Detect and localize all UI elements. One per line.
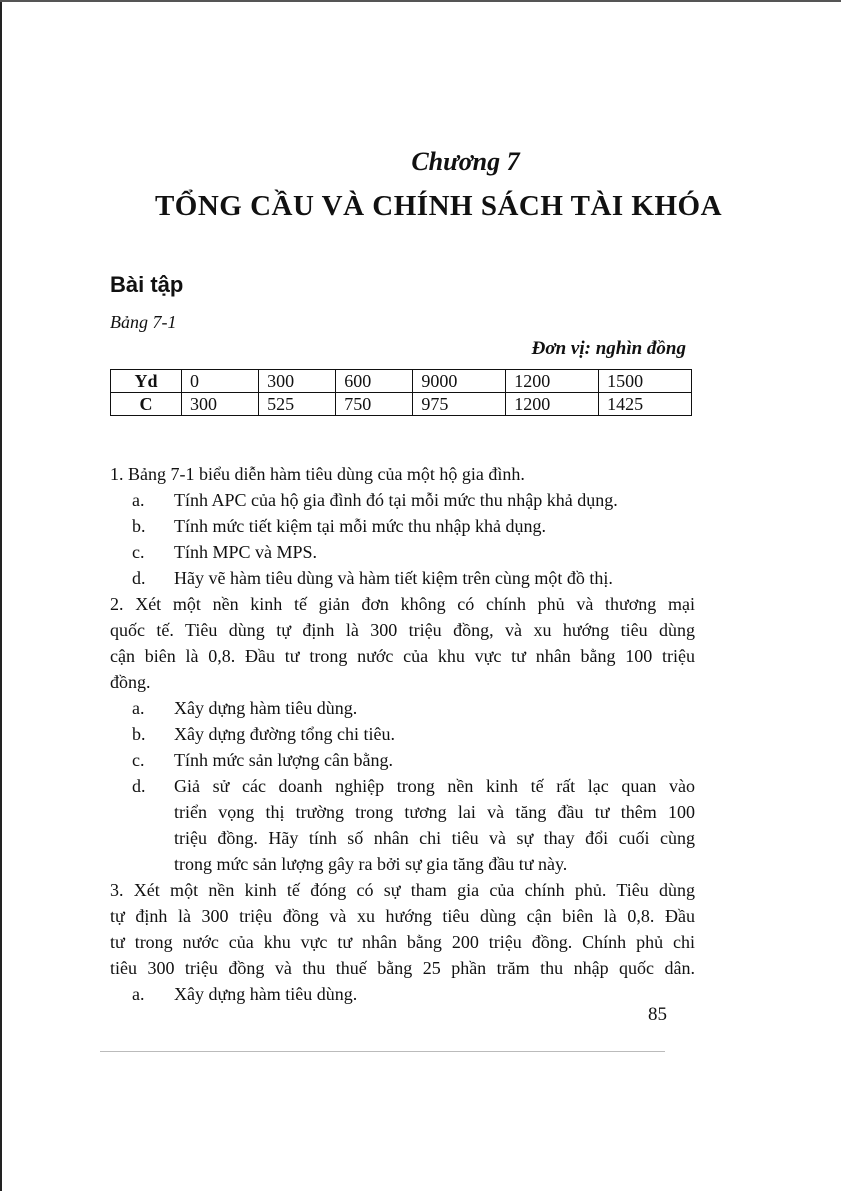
- table-cell: 1200: [506, 393, 599, 416]
- list-item: c. Tính MPC và MPS.: [132, 542, 318, 562]
- row-header: Yd: [111, 370, 182, 393]
- list-item-continuation: trong mức sản lượng gây ra bởi sự gia tăng đầu tư này.: [174, 854, 568, 874]
- list-item: c. Tính mức sản lượng cân bằng.: [132, 750, 393, 770]
- data-table: [110, 369, 692, 416]
- question-3-line: tiêu 300 triệu đồng và thu thuế bằng 25 phần trăm thu nhập quốc dân.: [110, 958, 695, 978]
- question-2-line: quốc tế. Tiêu dùng tự định là 300 triệu đồng, và xu hướng tiêu dùng: [110, 620, 695, 640]
- page-number: 85: [648, 1004, 667, 1025]
- row-header: C: [111, 393, 182, 416]
- table-cell: 300: [182, 393, 259, 416]
- table-row: [111, 393, 692, 416]
- footer-rule: [100, 1051, 665, 1052]
- table-cell: 0: [182, 370, 259, 393]
- table-cell: 525: [259, 393, 336, 416]
- list-item-continuation: triển vọng thị trường trong tương lai và tăng đầu tư thêm 100: [174, 802, 695, 822]
- table-caption: Bảng 7-1: [110, 312, 177, 332]
- table-cell: 975: [413, 393, 506, 416]
- table-row: [111, 370, 692, 393]
- table-cell: 600: [336, 370, 413, 393]
- list-item: b. Tính mức tiết kiệm tại mỗi mức thu nhập khả dụng.: [132, 516, 546, 536]
- unit-note: Đơn vị: nghìn đồng: [531, 338, 686, 359]
- question-3-line: 3. Xét một nền kinh tế đóng có sự tham gia của chính phủ. Tiêu dùng: [110, 880, 695, 900]
- table-cell: 1200: [506, 370, 599, 393]
- list-item-continuation: triệu đồng. Hãy tính số nhân chi tiêu và sự thay đổi cuối cùng: [174, 828, 695, 848]
- table-cell: 300: [259, 370, 336, 393]
- table-cell: 1500: [599, 370, 692, 393]
- page-edge-top: [0, 0, 841, 2]
- list-item: a. Xây dựng hàm tiêu dùng.: [132, 698, 358, 718]
- list-item: d. Giả sử các doanh nghiệp trong nền kinh tế rất lạc quan vào: [132, 776, 695, 796]
- question-2-line: đồng.: [110, 672, 151, 692]
- list-item: d. Hãy vẽ hàm tiêu dùng và hàm tiết kiệm trên cùng một đồ thị.: [132, 568, 613, 588]
- table-cell: 9000: [413, 370, 506, 393]
- page-edge-left: [0, 0, 2, 1191]
- exercise-list: [110, 461, 695, 1007]
- chapter-title: TỔNG CẦU VÀ CHÍNH SÁCH TÀI KHÓA: [154, 190, 723, 222]
- list-item: b. Xây dựng đường tổng chi tiêu.: [132, 724, 396, 744]
- question-2-line: cận biên là 0,8. Đầu tư trong nước của khu vực tư nhân bằng 100 triệu: [110, 646, 695, 666]
- table-cell: 750: [336, 393, 413, 416]
- table-cell: 1425: [599, 393, 692, 416]
- chapter-label: Chương 7: [411, 147, 520, 176]
- question-3-line: tự định là 300 triệu đồng và xu hướng tiêu dùng cận biên là 0,8. Đầu: [110, 906, 695, 926]
- list-item: a. Xây dựng hàm tiêu dùng.: [132, 984, 358, 1004]
- question-1: 1. Bảng 7-1 biểu diễn hàm tiêu dùng của một hộ gia đình.: [110, 464, 525, 484]
- list-item: a. Tính APC của hộ gia đình đó tại mỗi mức thu nhập khả dụng.: [132, 490, 618, 510]
- question-2-line: 2. Xét một nền kinh tế giản đơn không có chính phủ và thương mại: [110, 594, 695, 614]
- question-3-line: tư trong nước của khu vực tư nhân bằng 200 triệu đồng. Chính phủ chi: [110, 932, 695, 952]
- section-heading: Bài tập: [110, 272, 184, 297]
